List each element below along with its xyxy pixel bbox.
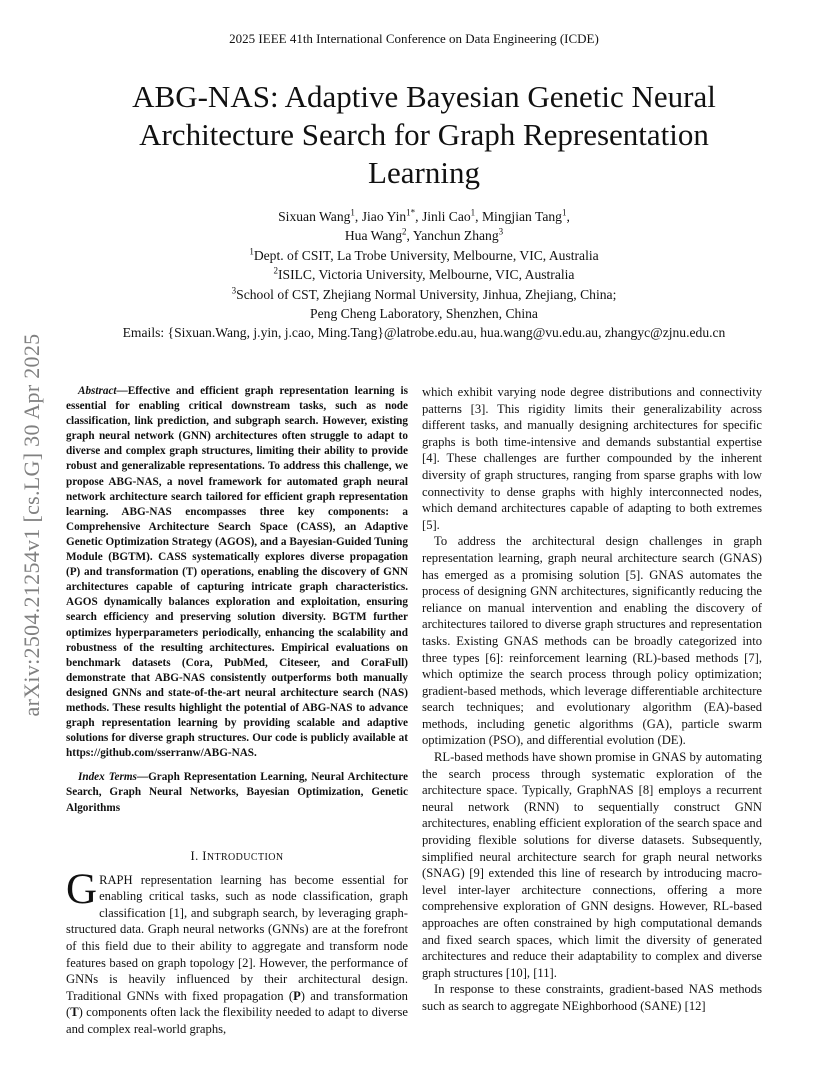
abstract-text: —Effective and efficient graph representation learning is essential for enabling critical downstream tasks, such as node classification, link prediction, and subgraph search. However, existing graph neural network (GNN) architectures often struggle to adapt to diverse and complex graph structures, limiting their ability to provide robust and generalizable representations. To address this challenge, we propose ABG-NAS, a novel framework for automated graph neural network architecture search tailored for efficient graph representation learning. ABG-NAS encompasses three key components: a Comprehensive Architecture Search Space (CASS), an Adaptive Genetic Optimization Strategy (AGOS), and a Bayesian-Guided Tuning Module (BGTM). CASS systematically explores diverse propagation (P) and transformation (T) operations, enabling the discovery of GNN architectures capable of capturing intricate graph characteristics. AGOS dynamically balances exploration and exploitation, ensuring search efficiency and preserving solution diversity. BGTM further optimizes hyperparameters periodically, enhancing the scalability and robustness of the resulting architectures. Empirical evaluations on benchmark datasets (Cora, PubMed, Citeseer, and CoraFull) demonstrate that ABG-NAS consistently outperforms both manually designed GNNs and state-of-the-art neural architecture search (NAS) methods. These results highlight the potential of ABG-NAS to advance graph representation learning by providing scalable and adaptive solutions for diverse graph structures. Our code is publicly available at https://github.com/sserranw/ABG-NAS. [66,385,408,760]
author-name: Yanchun Zhang [412,228,499,244]
intro-caps: RAPH [99,872,133,887]
affiliation-2 [40,265,808,284]
title-line: ABG-NAS: Adaptive Bayesian Genetic Neural [132,79,716,114]
index-terms-label: Index Terms [78,771,137,784]
author-sep: , [354,209,362,224]
affiliation-text: Dept. of CSIT, La Trobe University, Melbourne, VIC, Australia [253,247,599,263]
intro-text: ) components often lack the flexibility needed to adapt to diverse and complex real-world graphs, [66,1005,408,1036]
author-sep: , [475,209,482,224]
propagation-symbol: P [293,988,301,1003]
emails[interactable]: Emails: {Sixuan.Wang, j.yin, j.cao, Ming.Tang}@latrobe.edu.au, hua.wang@vu.edu.au, zhangyc@zjnu.edu.cn [122,325,726,341]
author-sup: 1* [406,207,416,218]
arxiv-stamp-text[interactable]: arXiv:2504.21254v1 [cs.LG] 30 Apr 2025 [19,333,44,717]
author-sep: , [415,209,422,224]
author-sup: 2 [402,226,407,237]
conference-header: 2025 IEEE 41th International Conference on Data Engineering (ICDE) [229,31,599,46]
author-line-1 [40,207,808,226]
affiliation-1 [40,246,808,265]
drop-cap: G [66,865,98,913]
affiliation-sup: 3 [231,285,237,296]
affiliation-text: Peng Cheng Laboratory, Shenzhen, China [310,306,538,322]
author-block [40,207,808,343]
intro-paragraph-1 [66,865,408,1038]
author-name: Mingjian Tang [481,209,562,224]
section-first-letter: I [202,848,207,863]
section-title-rest: NTRODUCTION [206,851,284,863]
author-sep: , [566,209,570,224]
body-paragraph: To address the architectural design challenges in graph representation learning, graph neural architecture search (GNAS) has emerged as a promising solution [5]. GNAS automates the process of designing GNN architectures, significantly reducing the reliance on manual intervention and enabling the discovery of architectures tailored to diverse graph structures and representation tasks. Existing GNAS methods can be broadly categorized into three types [6]: reinforcement learning (RL)-based methods [7], which optimize the search process through policy optimization; gradient-based methods, which leverage differentiable architecture search techniques; and evolutionary algorithm (EA)-based methods, including genetic algorithms (GA), particle swarm optimization (PSO), and differential evolution (DE). [422,534,762,748]
section-numeral: I. [190,848,203,863]
author-name: Hua Wang [344,228,403,244]
affiliation-text: ISILC, Victoria University, Melbourne, VIC, Australia [278,267,575,283]
arxiv-stamp [8,290,56,760]
transformation-symbol: T [70,1005,79,1020]
intro-text: representation learning has become essential for enabling critical tasks, such as node classification, graph classification [1], and subgraph search, by leveraging graph-structured data. Graph neural networks (GNNs) are at the forefront of this field due to their ability to aggregate and transform node features based on graph topology [2]. However, the performance of GNNs is heavily influenced by their architectural design. Traditional GNNs with fixed propagation ( [66,872,408,1003]
author-name: Jinli Cao [421,209,471,224]
intro-text: ) and transformation ( [66,988,408,1020]
section-heading-introduction [66,849,408,864]
body-paragraph: In response to these constraints, gradient-based NAS methods such as search to aggregate NEighborhood (SANE) [12] [422,982,762,1013]
author-sup: 1 [470,207,476,218]
affiliation-4 [40,304,808,323]
author-sep: , [406,228,413,244]
affiliation-sup: 2 [273,265,279,276]
affiliation-3 [40,285,808,304]
affiliation-text: School of CST, Zhejiang Normal University, Jinhua, Zhejiang, China; [236,286,617,302]
left-column [66,384,408,1038]
right-column [422,384,762,1015]
index-terms [66,770,408,815]
author-sup: 1 [350,207,355,218]
author-sup: 1 [561,207,567,218]
author-sup: 3 [498,226,504,237]
title-line: Learning [368,155,480,190]
author-line-2 [40,226,808,245]
body-paragraph: which exhibit varying node degree distributions and connectivity patterns [3]. This rigidity limits their generalizability across different tasks, and manually designing architectures for specific graphs is both time-intensive and demands substantial expertise [4]. These challenges are further compounded by the inherent diversity of graph structures, ranging from sparse graphs with low connectivity to dense graphs with highly interconnected nodes, which demand architectures capable of adapting to both extremes [5]. [422,385,762,532]
index-terms-text: —Graph Representation Learning, Neural Architecture Search, Graph Neural Networks, Bayesian Optimization, Genetic Algorithms [66,771,408,814]
author-name: Sixuan Wang [278,209,351,224]
author-name: Jiao Yin [361,209,407,224]
abstract [66,384,408,761]
body-paragraph: RL-based methods have shown promise in GNAS by automating the search process through systematic exploration of the architecture space. Typically, GraphNAS [8] employs a recurrent neural network (RNN) to sequentially construct GNN architectures, enabling efficient exploration of the search space and providing flexible solutions for diverse datasets. Subsequently, simplified neural architecture search for graph neural networks (SNAG) [9] extended this line of research by introducing macro-level inter-layer architecture connections, offering a more comprehensive exploration of GNN designs. However, RL-based approaches are often constrained by high computational demands and fixed search spaces, which limit the diversity of generated architectures and reduce their adaptability to complex and diverse graph structures [10], [11]. [422,750,762,980]
title-line: Architecture Search for Graph Representation [139,117,709,152]
abstract-label: Abstract [78,385,117,397]
paper-title [60,78,788,192]
affiliation-sup: 1 [249,246,254,257]
